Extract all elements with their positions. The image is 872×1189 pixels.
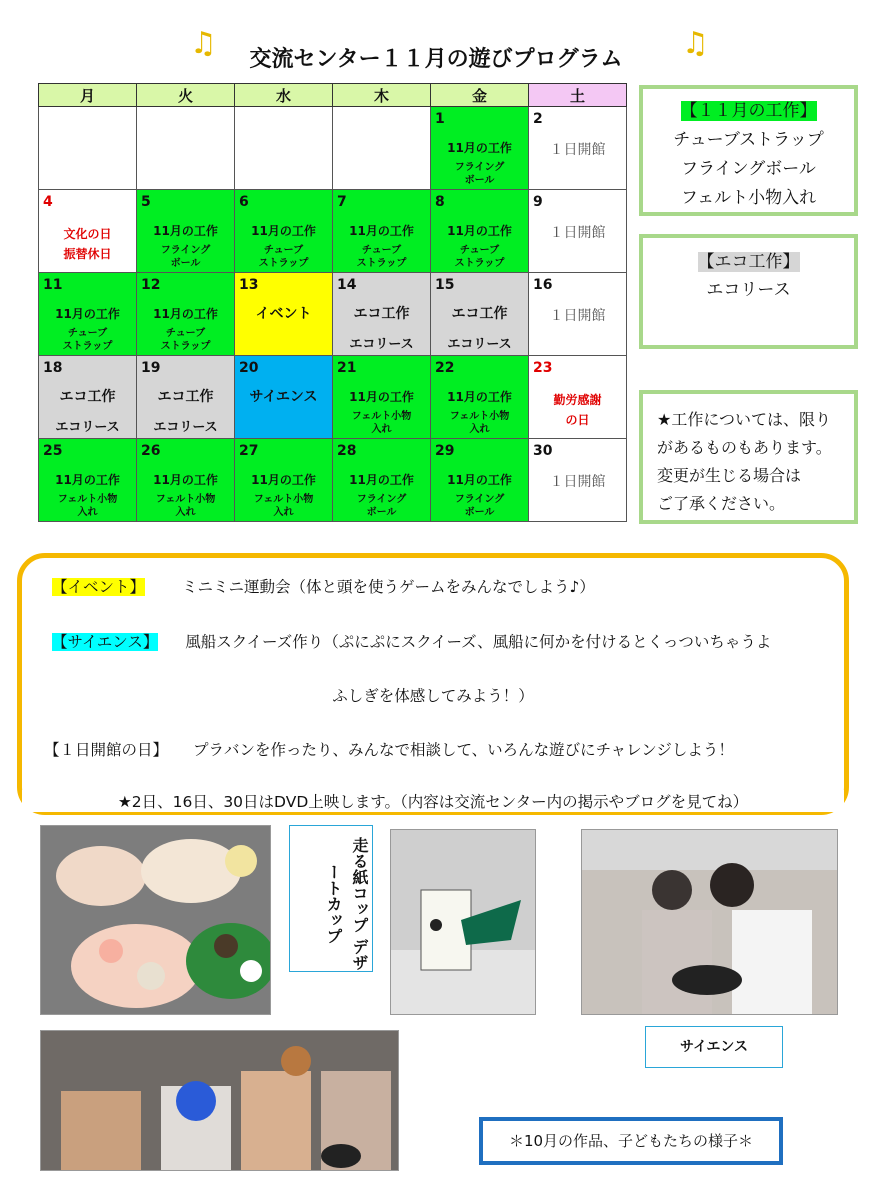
calendar-day-27 — [235, 439, 333, 522]
calendar-day-28 — [333, 439, 431, 522]
calendar-day-26 — [137, 439, 235, 522]
day-number: 13 — [239, 277, 259, 293]
calendar-empty-cell — [235, 107, 333, 190]
day-number: 25 — [43, 443, 63, 459]
calendar-week — [39, 356, 627, 439]
day-number: 19 — [141, 360, 161, 376]
calendar-day-11 — [39, 273, 137, 356]
day-number: 29 — [435, 443, 455, 459]
calendar-day-5 — [137, 190, 235, 273]
holiday-label: 勤労感謝 の日 — [553, 393, 602, 427]
day-number: 12 — [141, 277, 161, 293]
dessert-cups-image — [41, 826, 270, 1014]
activity-title: 11月の工作 — [447, 473, 512, 487]
dessert-cup-photo-2 — [40, 1030, 399, 1171]
calendar-day-13 — [235, 273, 333, 356]
calendar-day-20 — [235, 356, 333, 439]
activity-title: 11月の工作 — [349, 390, 414, 404]
calendar-day-2 — [529, 107, 627, 190]
day-number: 6 — [239, 194, 249, 210]
event-row — [52, 575, 595, 597]
activity-title: 11月の工作 — [447, 390, 512, 404]
activity-sub: チューブ ストラップ — [356, 245, 407, 269]
day-number: 20 — [239, 360, 259, 376]
activity-title: 11月の工作 — [153, 307, 218, 321]
science-text: 風船スクイーズ作り（ぷにぷにスクイーズ、風船に何かを付けるとくっついちゃうよ — [185, 633, 772, 651]
calendar-day-19 — [137, 356, 235, 439]
day-number: 5 — [141, 194, 151, 210]
calendar-empty-cell — [39, 107, 137, 190]
activity-title: 11月の工作 — [349, 473, 414, 487]
weekday-fri: 金 — [431, 84, 529, 107]
craft-box — [639, 85, 858, 216]
calendar-week — [39, 439, 627, 522]
science-text-2: ふしぎを体感してみよう！） — [332, 687, 534, 705]
eco-box-title: 【エコ工作】 — [697, 252, 800, 272]
note-line: ★工作については、限り — [657, 410, 832, 429]
calendar-day-18 — [39, 356, 137, 439]
weekday-sat: 土 — [529, 84, 627, 107]
note-line: ご了承ください。 — [657, 494, 786, 513]
event-label: イベント — [255, 306, 312, 322]
eco-craft-label: エコ工作 — [353, 306, 410, 322]
activity-sub: フライング ボール — [454, 494, 505, 518]
day-number: 27 — [239, 443, 259, 459]
activity-title: 11月の工作 — [251, 224, 316, 238]
calendar-day-21 — [333, 356, 431, 439]
calendar-day-7 — [333, 190, 431, 273]
music-note-icon: ♫ — [190, 26, 217, 61]
weekday-tue: 火 — [137, 84, 235, 107]
activity-sub: フェルト小物 入れ — [57, 494, 118, 518]
eco-craft-label: エコ工作 — [451, 306, 508, 322]
day-number: 4 — [43, 194, 53, 210]
activity-sub: フェルト小物 入れ — [449, 411, 510, 435]
note-line: 変更が生じる場合は — [657, 466, 802, 485]
activity-sub: チューブ ストラップ — [62, 328, 113, 352]
day-number: 8 — [435, 194, 445, 210]
dessert-cup-photo — [40, 825, 271, 1015]
dessert-cups-image-2 — [41, 1031, 398, 1170]
calendar-day-16 — [529, 273, 627, 356]
day-number: 15 — [435, 277, 455, 293]
activity-sub: フライング ボール — [160, 245, 211, 269]
event-info-box — [17, 553, 849, 815]
craft-item: フェルト小物入れ — [680, 188, 817, 208]
dvd-text: ★2日、16日、30日はDVD上映します。（内容は交流センター内の掲示やブログを見てね） — [22, 790, 844, 812]
calendar-day-4 — [39, 190, 137, 273]
eco-item-label: エコリース — [55, 420, 120, 435]
photo-caption-box — [479, 1117, 783, 1165]
science-label: 【サイエンス】 — [52, 633, 159, 651]
activity-title: 11月の工作 — [349, 224, 414, 238]
science-label: サイエンス — [249, 389, 318, 405]
page-title: 交流センター１１月の遊びプログラム — [249, 47, 623, 72]
activity-title: 11月の工作 — [55, 473, 120, 487]
calendar-day-9 — [529, 190, 627, 273]
event-label: 【イベント】 — [52, 578, 146, 596]
calendar-empty-cell — [333, 107, 431, 190]
calendar-day-15 — [431, 273, 529, 356]
dessert-label: デザートカップ — [324, 863, 369, 971]
science-caption: サイエンス — [679, 1039, 749, 1055]
calendar-day-30 — [529, 439, 627, 522]
day-number: 28 — [337, 443, 357, 459]
calendar-day-25 — [39, 439, 137, 522]
paper-cup-image — [391, 830, 535, 1014]
activity-title: 11月の工作 — [447, 224, 512, 238]
craft-item: フライングボール — [681, 159, 816, 179]
craft-box-title: 【１１月の工作】 — [680, 101, 817, 121]
day-number: 1 — [435, 111, 445, 127]
eco-item-label: エコリース — [153, 420, 218, 435]
science-row — [52, 630, 771, 652]
event-text: ミニミニ運動会（体と頭を使うゲームをみんなでしよう♪） — [181, 578, 595, 596]
weekday-header — [39, 84, 627, 107]
calendar-empty-cell — [137, 107, 235, 190]
open-day-label: １日開館 — [549, 142, 606, 158]
activity-sub: チューブ ストラップ — [160, 328, 211, 352]
day-number: 9 — [533, 194, 543, 210]
calendar-week — [39, 107, 627, 190]
calendar-week — [39, 190, 627, 273]
open-day-label: １日開館 — [549, 225, 606, 241]
calendar — [38, 83, 627, 522]
activity-sub: フェルト小物 入れ — [351, 411, 412, 435]
activity-title: 11月の工作 — [153, 224, 218, 238]
day-number: 2 — [533, 111, 543, 127]
open-day-row — [44, 738, 734, 760]
calendar-day-22 — [431, 356, 529, 439]
calendar-week — [39, 273, 627, 356]
note-line: があるものもあります。 — [657, 438, 832, 457]
open-day-text: プラバンを作ったり、みんなで相談して、いろんな遊びにチャレンジしよう！ — [192, 741, 734, 759]
open-day-label: １日開館 — [549, 474, 606, 490]
activity-title: 11月の工作 — [447, 141, 512, 155]
day-number: 23 — [533, 360, 553, 376]
calendar-day-12 — [137, 273, 235, 356]
open-day-label: １日開館 — [549, 308, 606, 324]
calendar-day-23 — [529, 356, 627, 439]
activity-title: 11月の工作 — [251, 473, 316, 487]
day-number: 7 — [337, 194, 347, 210]
eco-item-label: エコリース — [349, 337, 414, 352]
children-science-image — [582, 830, 837, 1014]
calendar-day-1 — [431, 107, 529, 190]
day-number: 30 — [533, 443, 553, 459]
eco-item-label: エコリース — [447, 337, 512, 352]
weekday-thu: 木 — [333, 84, 431, 107]
open-day-label: 【１日開館の日】 — [44, 741, 169, 759]
day-number: 22 — [435, 360, 455, 376]
cup-label-box — [289, 825, 373, 972]
photo-caption: ＊10月の作品、子どもたちの様子＊ — [508, 1132, 754, 1150]
eco-craft-label: エコ工作 — [59, 389, 116, 405]
music-note-icon: ♫ — [682, 26, 709, 61]
holiday-label: 文化の日 振替休日 — [63, 227, 112, 261]
craft-item: チューブストラップ — [673, 130, 824, 150]
science-caption-box — [645, 1026, 783, 1068]
weekday-wed: 水 — [235, 84, 333, 107]
calendar-day-14 — [333, 273, 431, 356]
day-number: 18 — [43, 360, 63, 376]
calendar-day-29 — [431, 439, 529, 522]
day-number: 26 — [141, 443, 161, 459]
eco-craft-label: エコ工作 — [157, 389, 214, 405]
science-photo — [581, 829, 838, 1015]
day-number: 21 — [337, 360, 357, 376]
eco-box — [639, 234, 858, 349]
calendar-day-6 — [235, 190, 333, 273]
weekday-mon: 月 — [39, 84, 137, 107]
activity-sub: チューブ ストラップ — [454, 245, 505, 269]
activity-sub: フェルト小物 入れ — [155, 494, 216, 518]
activity-title: 11月の工作 — [55, 307, 120, 321]
day-number: 11 — [43, 277, 63, 293]
calendar-day-8 — [431, 190, 529, 273]
activity-sub: フェルト小物 入れ — [253, 494, 314, 518]
activity-title: 11月の工作 — [153, 473, 218, 487]
activity-sub: フライング ボール — [454, 162, 505, 186]
activity-sub: チューブ ストラップ — [258, 245, 309, 269]
day-number: 16 — [533, 277, 553, 293]
paper-cup-photo — [390, 829, 536, 1015]
activity-sub: フライング ボール — [356, 494, 407, 518]
cup-label: 走る紙コップ — [350, 836, 369, 933]
note-box — [639, 390, 858, 524]
day-number: 14 — [337, 277, 357, 293]
eco-item: エコリース — [706, 280, 791, 300]
